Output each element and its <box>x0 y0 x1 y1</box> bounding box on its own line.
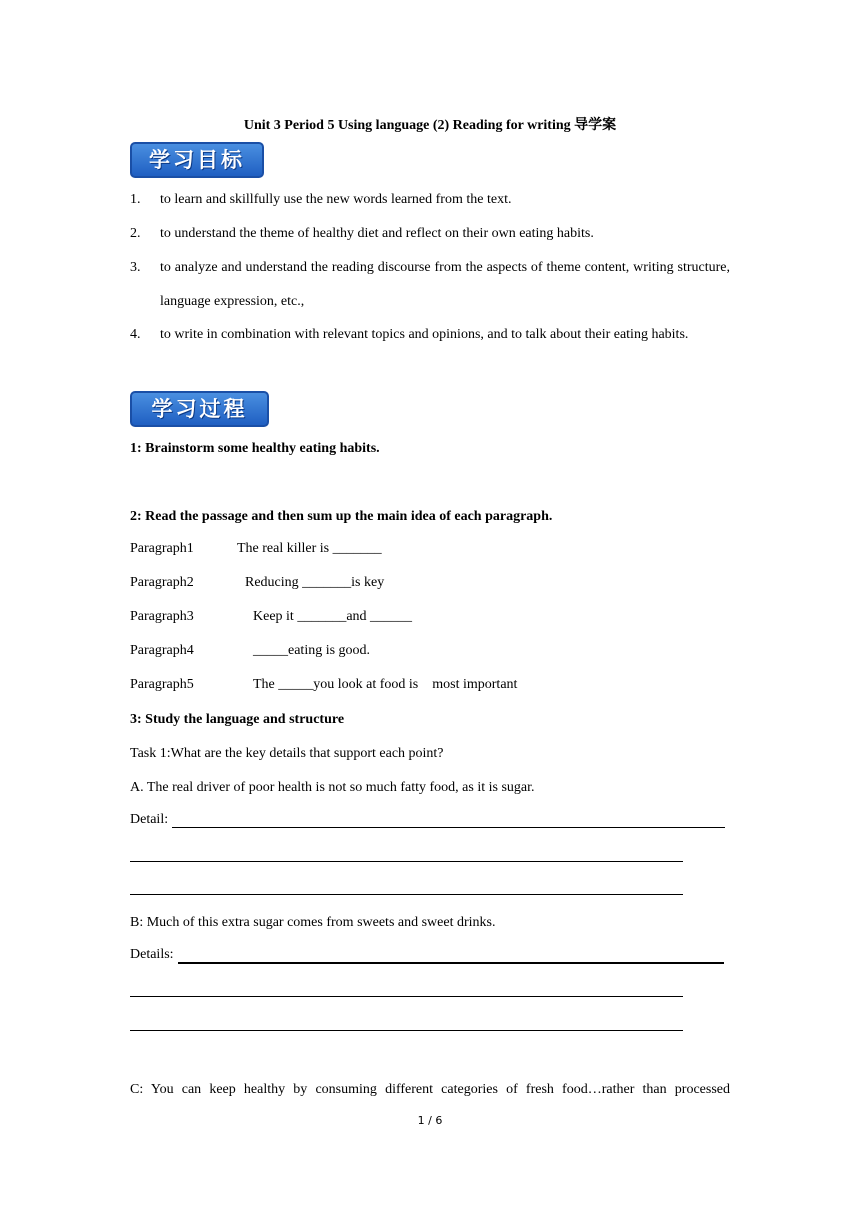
point-a: A. The real driver of poor health is not so much fatty food, as it is sugar. <box>130 780 535 795</box>
detail-b-label: Details: <box>130 947 174 962</box>
goal-text: to write in combination with relevant topics and opinions, and to talk about their eating habits. <box>160 327 689 342</box>
answer-line[interactable] <box>172 827 725 828</box>
point-c: C: You can keep healthy by consuming different categories of fresh food…rather than processed <box>130 1082 730 1097</box>
answer-line[interactable] <box>130 894 683 895</box>
page-title: Unit 3 Period 5 Using language (2) Reading for writing 导学案 <box>243 118 617 133</box>
paragraph-summary: Keep it _______and ______ <box>253 609 413 624</box>
detail-a-label: Detail: <box>130 812 169 827</box>
goal-number: 3. <box>130 260 141 275</box>
page-number: 1 / 6 <box>417 1114 443 1127</box>
paragraph-label: Paragraph4 <box>130 643 194 658</box>
goal-number: 2. <box>130 226 141 241</box>
section-heading-1: 1: Brainstorm some healthy eating habits. <box>130 441 380 456</box>
learning-goals-badge: 学习目标 <box>130 142 264 178</box>
answer-line[interactable] <box>130 996 683 997</box>
goal-number: 4. <box>130 327 141 342</box>
paragraph-summary: Reducing _______is key <box>245 575 385 590</box>
goal-number: 1. <box>130 192 141 207</box>
answer-line[interactable] <box>178 962 724 964</box>
paragraph-label: Paragraph2 <box>130 575 194 590</box>
paragraph-summary: _____eating is good. <box>253 643 371 658</box>
answer-line[interactable] <box>130 861 683 862</box>
goal-text: to understand the theme of healthy diet and reflect on their own eating habits. <box>160 226 594 241</box>
answer-line[interactable] <box>130 1030 683 1031</box>
goal-text: to analyze and understand the reading discourse from the aspects of theme content, writing structure, language expression, etc., <box>160 260 730 309</box>
task-1-prompt: Task 1:What are the key details that support each point? <box>130 746 444 761</box>
goal-text: to learn and skillfully use the new words learned from the text. <box>160 192 512 207</box>
paragraph-label: Paragraph3 <box>130 609 194 624</box>
point-b: B: Much of this extra sugar comes from sweets and sweet drinks. <box>130 915 496 930</box>
paragraph-summary: The _____you look at food is most important <box>253 677 518 692</box>
paragraph-summary: The real killer is _______ <box>237 541 382 556</box>
section-heading-3: 3: Study the language and structure <box>130 712 345 727</box>
learning-process-badge: 学习过程 <box>130 391 269 427</box>
paragraph-label: Paragraph5 <box>130 677 194 692</box>
section-heading-2: 2: Read the passage and then sum up the main idea of each paragraph. <box>130 509 553 524</box>
paragraph-label: Paragraph1 <box>130 541 194 556</box>
